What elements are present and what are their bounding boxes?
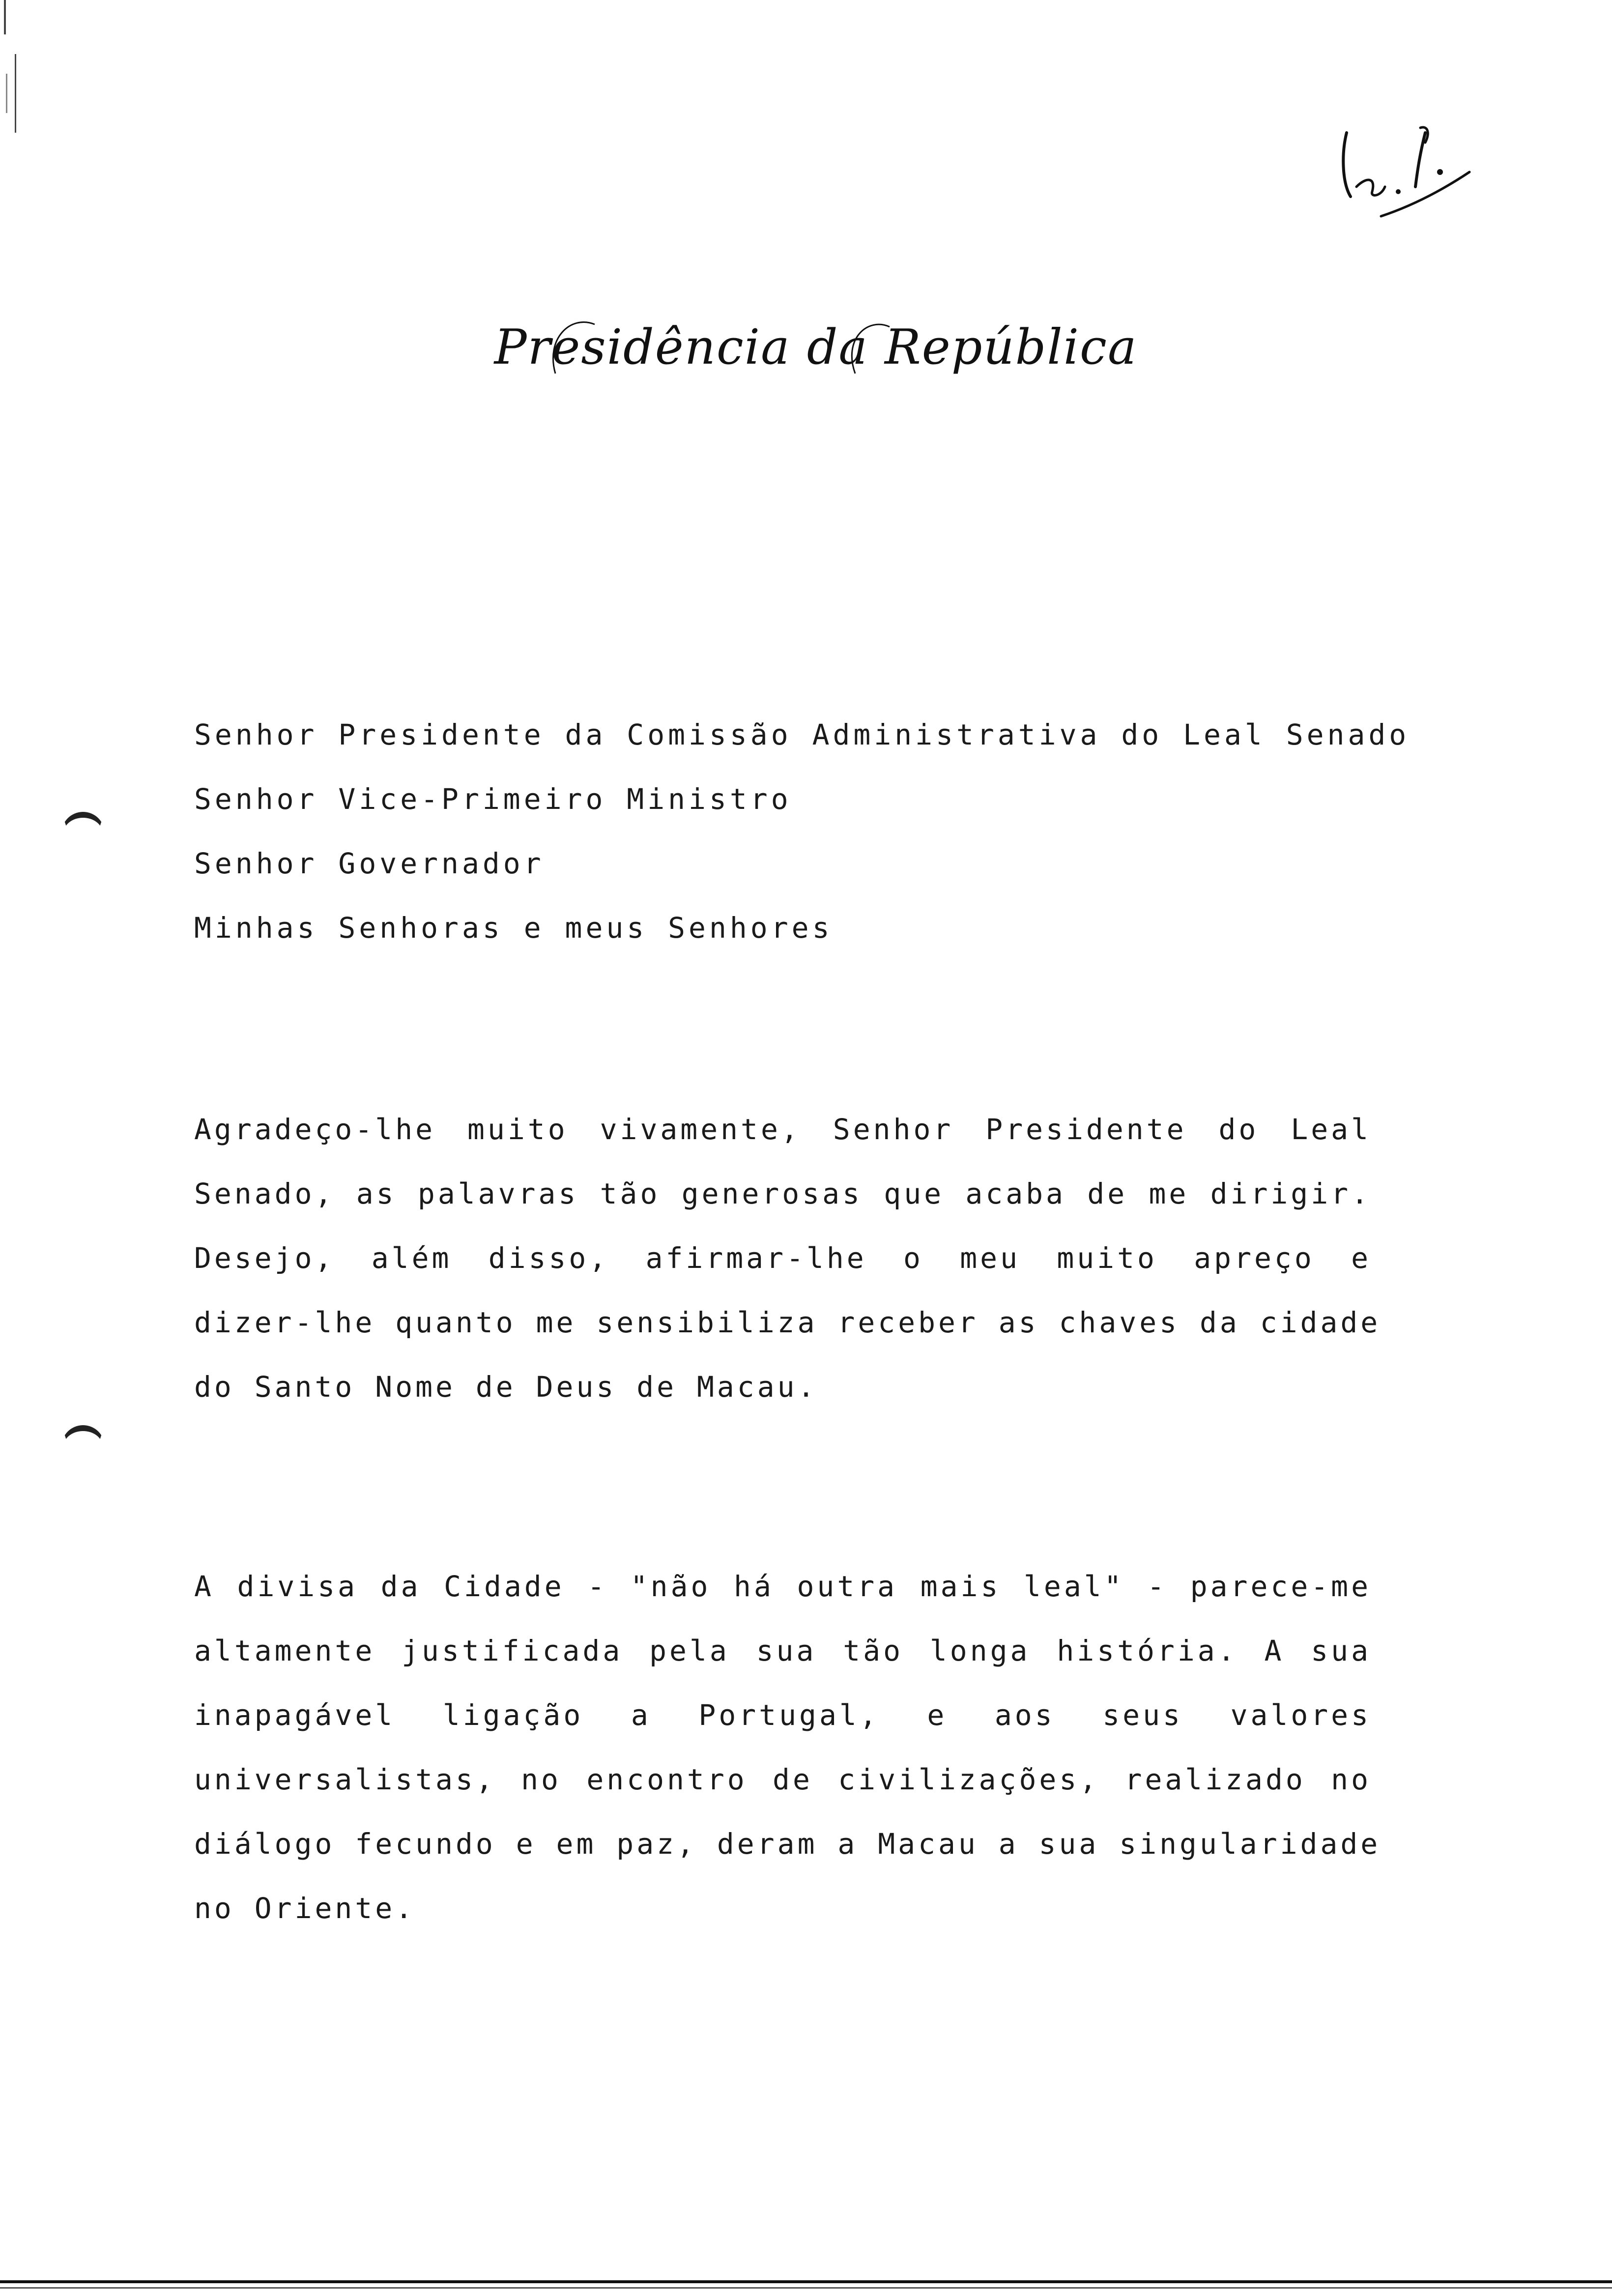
scan-bottom-rule [0, 2287, 1612, 2289]
salutation-line: Senhor Vice-Primeiro Ministro [194, 782, 792, 816]
paragraph-line: do Santo Nome de Deus de Macau. [194, 1370, 818, 1404]
salutation-line: Senhor Governador [194, 847, 545, 880]
handwritten-initials [1327, 113, 1474, 226]
paragraph-1 [194, 1097, 1381, 1419]
paragraph-line: altamente justificada pela sua tão longa história. A sua [194, 1634, 1371, 1667]
scan-bottom-rule [0, 2280, 1612, 2283]
svg-text:Presidência da República: Presidência da República [494, 319, 1138, 375]
paragraph-line: no Oriente. [194, 1892, 416, 1925]
punch-hole-mark [61, 812, 105, 837]
paragraph-line: diálogo fecundo e em paz, deram a Macau a sua singularidade [194, 1827, 1381, 1861]
paragraph-line: Senado, as palavras tão generosas que acaba de me dirigir. [194, 1177, 1371, 1210]
salutation-line: Senhor Presidente da Comissão Administrativa do Leal Senado [194, 718, 1410, 751]
scan-edge-mark [4, 0, 6, 34]
scan-edge-mark [6, 74, 7, 113]
scan-edge-mark [15, 54, 16, 133]
paragraph-line: Agradeço-lhe muito vivamente, Senhor Presidente do Leal [194, 1113, 1371, 1146]
salutation-line: Minhas Senhoras e meus Senhores [194, 911, 833, 945]
paragraph-line: Desejo, além disso, afirmar-lhe o meu muito apreço e [194, 1241, 1371, 1275]
salutation-list [194, 715, 1410, 973]
paragraph-2 [194, 1554, 1381, 1941]
letterhead-script-title [494, 310, 1138, 393]
paragraph-line: A divisa da Cidade - "não há outra mais leal" - parece-me [194, 1570, 1371, 1603]
paragraph-line: universalistas, no encontro de civilizações, realizado no [194, 1763, 1371, 1796]
paragraph-line: inapagável ligação a Portugal, e aos seus valores [194, 1698, 1371, 1732]
paragraph-line: dizer-lhe quanto me sensibiliza receber as chaves da cidade [194, 1306, 1381, 1339]
punch-hole-mark [61, 1425, 105, 1451]
